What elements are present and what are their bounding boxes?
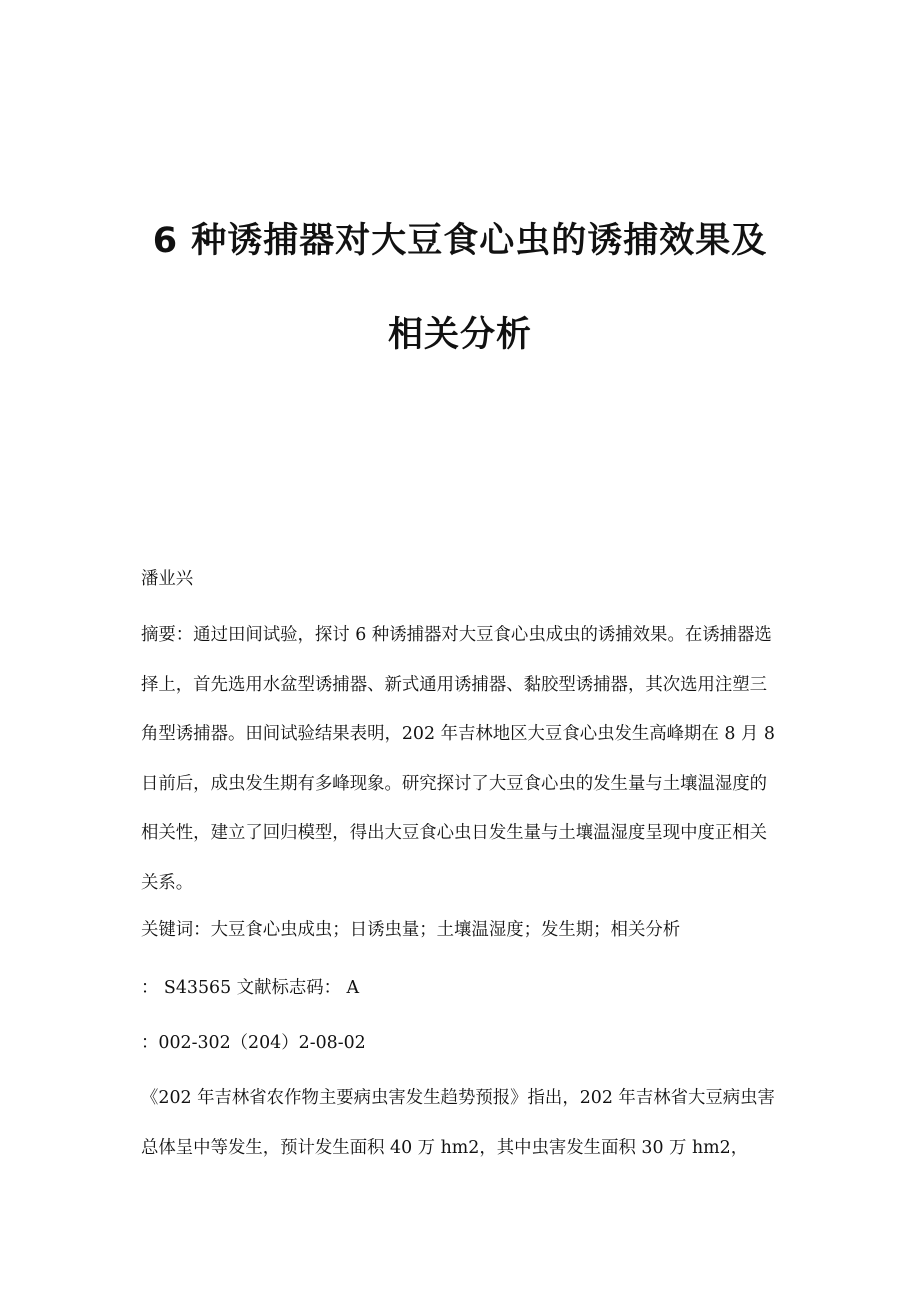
- document-title-line1: 6 种诱捕器对大豆食心虫的诱捕效果及: [152, 221, 768, 261]
- classification-code-line: ： S43565 文献标志码： A: [141, 978, 360, 998]
- abstract-paragraph: 摘要：通过田间试验，探讨 6 种诱捕器对大豆食心虫成虫的诱捕效果。在诱捕器选择上，首先选用水盆型诱捕器、新式通用诱捕器、黏胶型诱捕器，其次选用注塑三角型诱捕器。田间试验结果表明，202 年吉林地区大豆食心虫发生高峰期在 8 月 8 日前后，成虫发生期有多峰现象。研究探讨了大豆食心虫的发生量与土壤温湿度的相关性，建立了回归模型，得出大豆食心虫日发生量与土壤温湿度呈现中度正相关关系。: [141, 625, 775, 893]
- keywords-line: 关键词：大豆食心虫成虫；日诱虫量；土壤温湿度；发生期；相关分析: [141, 920, 681, 940]
- article-id-line: ：002-302（204）2-08-02: [141, 1033, 366, 1053]
- author-name: 潘业兴: [141, 569, 194, 589]
- intro-paragraph: 《202 年吉林省农作物主要病虫害发生趋势预报》指出，202 年吉林省大豆病虫害总体呈中等发生，预计发生面积 40 万 hm2，其中虫害发生面积 30 万 hm2，: [141, 1088, 775, 1158]
- document-title-line2: 相关分析: [387, 315, 532, 355]
